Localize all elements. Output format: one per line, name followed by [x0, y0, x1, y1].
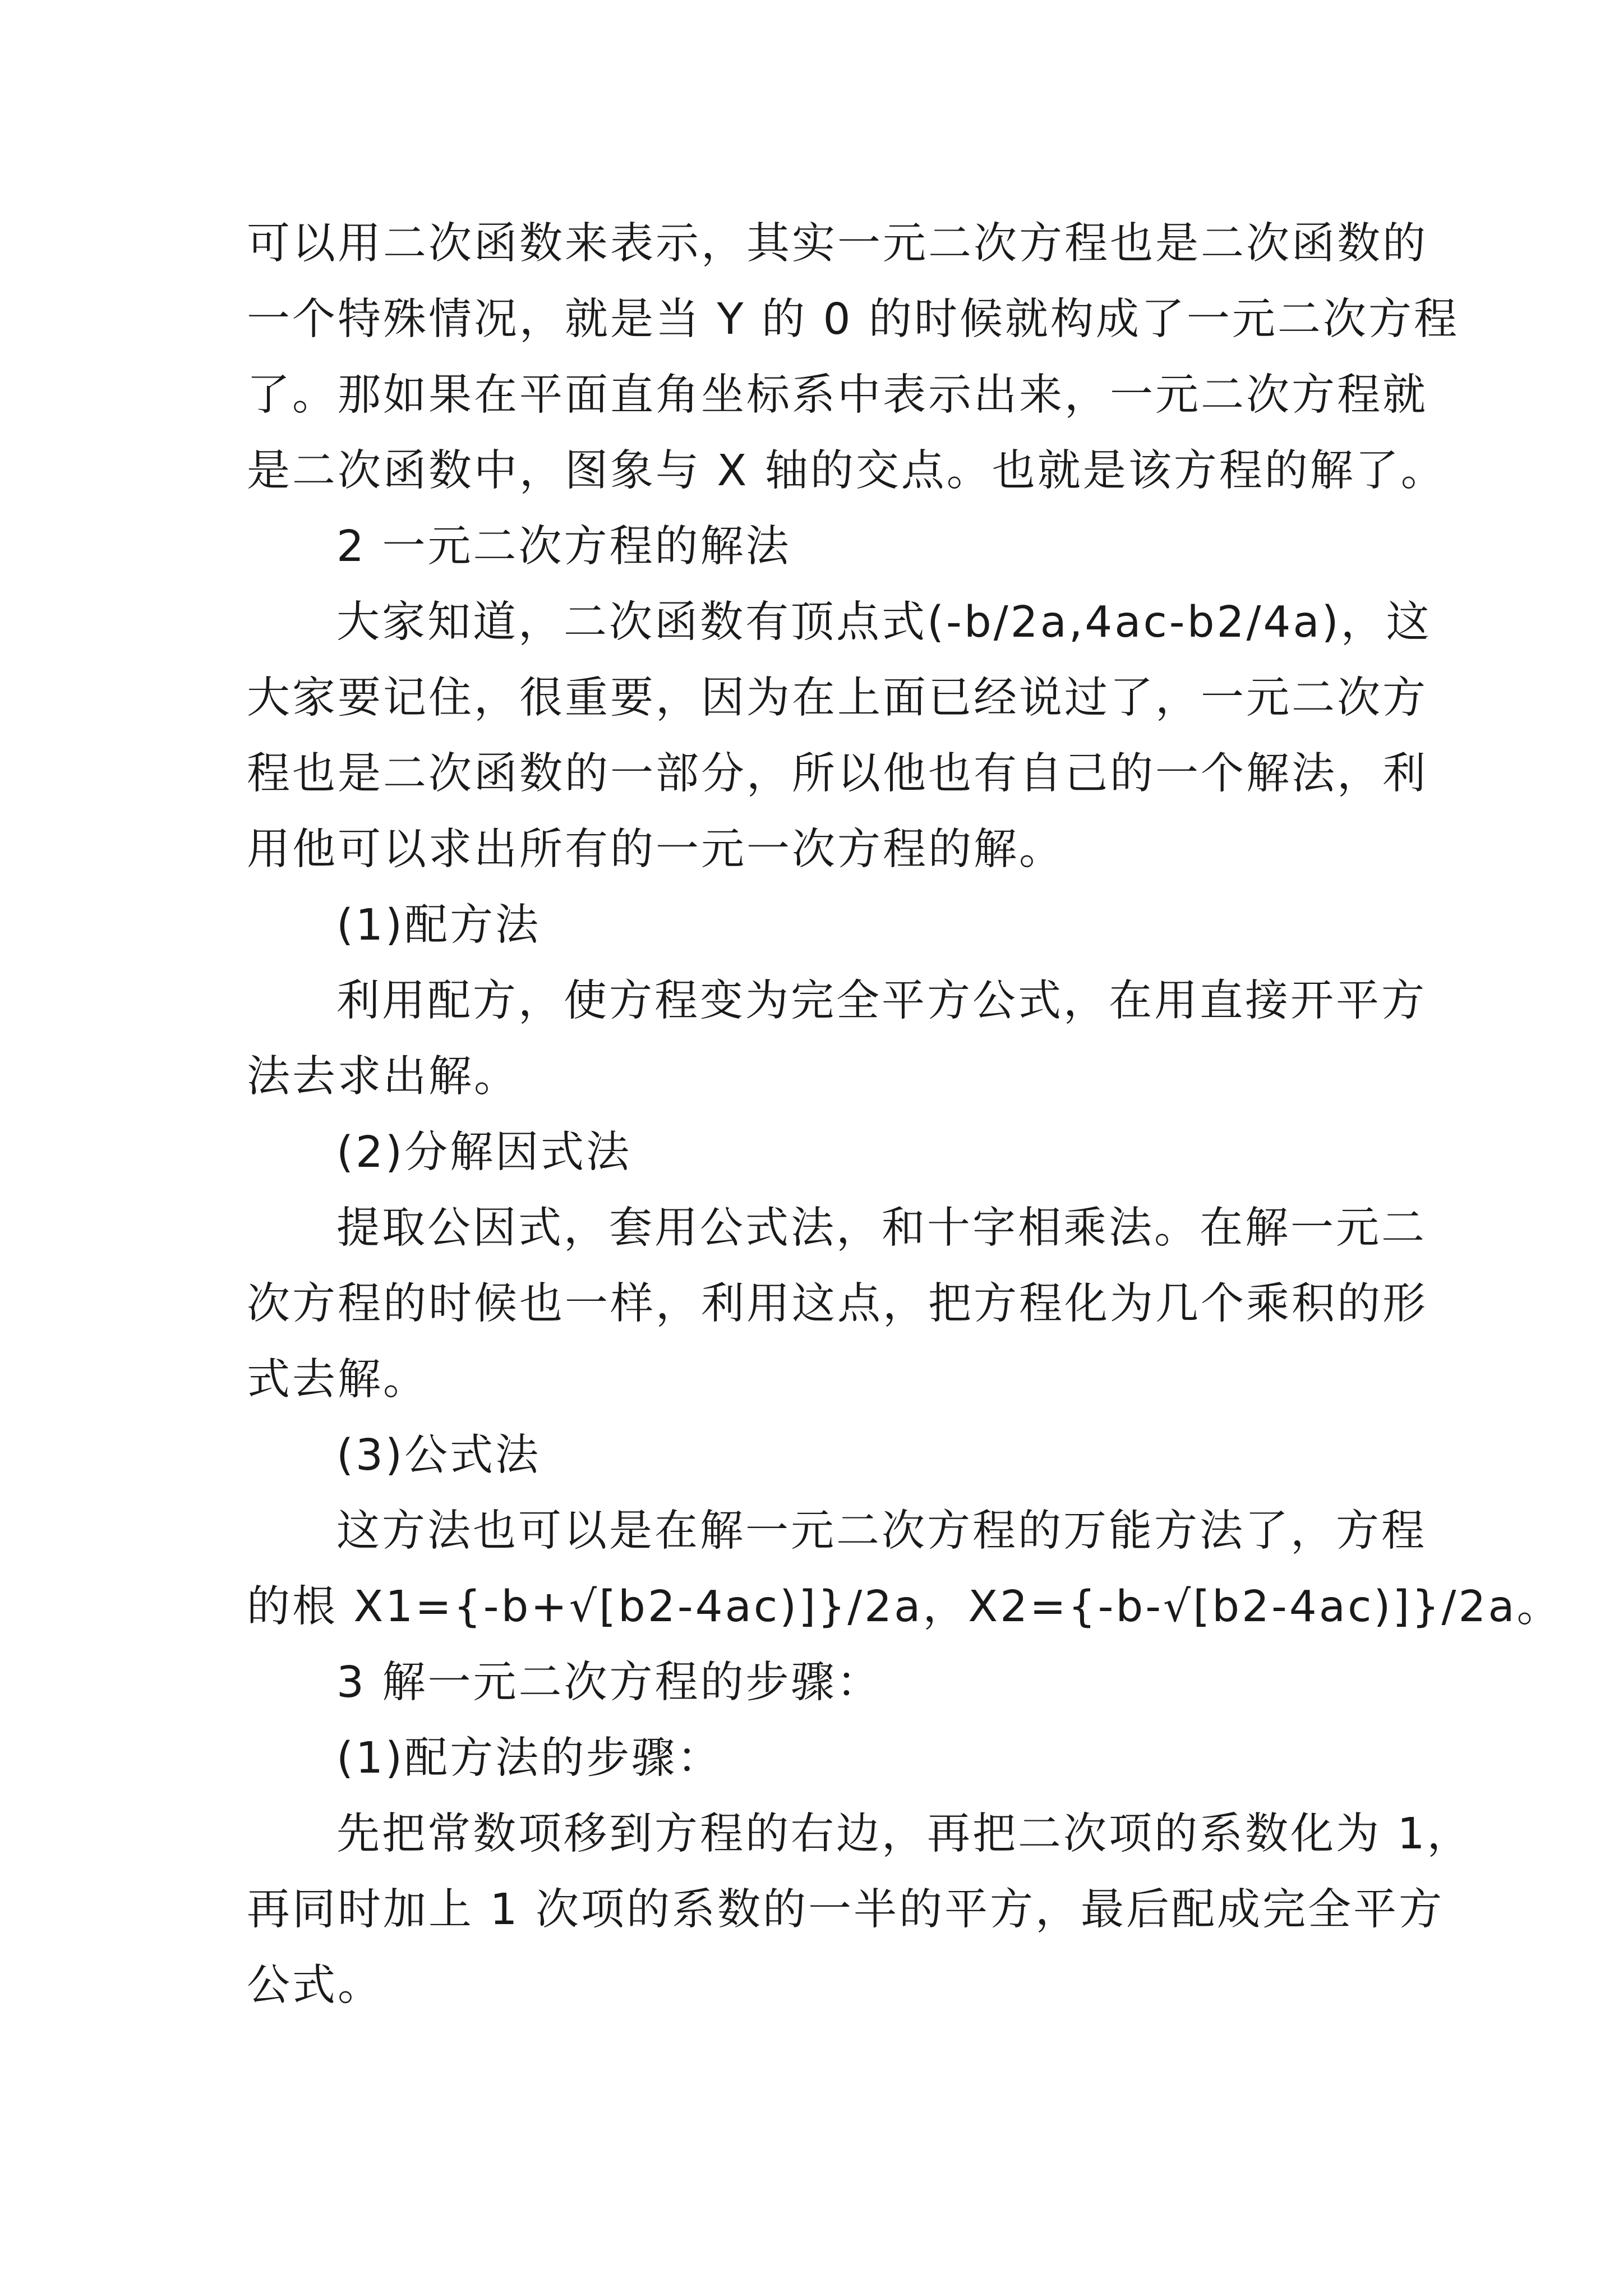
subsection-heading: (1)配方法 [336, 900, 541, 950]
subsection-heading: (2)分解因式法 [336, 1128, 632, 1177]
text-line: 一个特殊情况，就是当 Y 的 0 的时候就构成了一元二次方程 [247, 295, 1459, 344]
text-line: 法去求出解。 [247, 1052, 519, 1102]
text-line: 式去解。 [247, 1355, 428, 1405]
text-line: 公式。 [247, 1961, 383, 2010]
text-line: 用他可以求出所有的一元一次方程的解。 [247, 825, 1064, 875]
text-line: 再同时加上 1 次项的系数的一半的平方，最后配成完全平方 [247, 1885, 1444, 1935]
text-line: 先把常数项移到方程的右边，再把二次项的系数化为 1， [336, 1809, 1473, 1859]
text-line: 可以用二次函数来表示，其实一元二次方程也是二次函数的 [247, 219, 1428, 269]
subsection-heading: (1)配方法的步骤： [336, 1733, 723, 1783]
text-line: 大家要记住，很重要，因为在上面已经说过了，一元二次方 [247, 673, 1428, 723]
text-line: 了。那如果在平面直角坐标系中表示出来，一元二次方程就 [247, 370, 1428, 420]
text-line: 提取公因式，套用公式法，和十字相乘法。在解一元二 [336, 1203, 1427, 1253]
section-heading: 3 解一元二次方程的步骤： [336, 1658, 882, 1708]
subsection-heading: (3)公式法 [336, 1430, 541, 1480]
formula-line: 的根 X1={-b+√[b2-4ac)]}/2a，X2={-b-√[b2-4ac)]}/2a。 [247, 1582, 1562, 1632]
text-line: 大家知道，二次函数有顶点式(-b/2a,4ac-b2/4a)，这 [336, 597, 1432, 647]
text-line: 次方程的时候也一样，利用这点，把方程化为几个乘积的形 [247, 1279, 1428, 1329]
section-heading: 2 一元二次方程的解法 [336, 522, 791, 572]
text-line: 这方法也可以是在解一元二次方程的万能方法了，方程 [336, 1506, 1427, 1556]
text-line: 利用配方，使方程变为完全平方公式，在用直接开平方 [336, 976, 1427, 1026]
text-line: 是二次函数中，图象与 X 轴的交点。也就是该方程的解了。 [247, 446, 1446, 496]
text-line: 程也是二次函数的一部分，所以他也有自己的一个解法，利 [247, 749, 1428, 799]
